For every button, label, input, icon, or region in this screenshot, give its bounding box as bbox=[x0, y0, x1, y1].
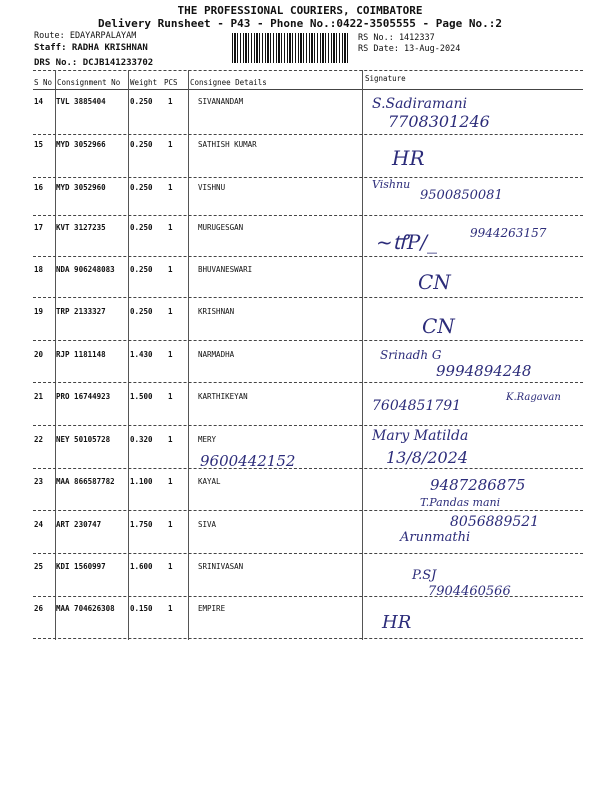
row-14-pcs: 1 bbox=[168, 97, 173, 106]
col-header-sno: S No bbox=[34, 78, 53, 87]
row-24-sno: 24 bbox=[34, 520, 44, 529]
row-22-pcs: 1 bbox=[168, 435, 173, 444]
row-24-pcs: 1 bbox=[168, 520, 173, 529]
signature-24-phone: 8056889521 bbox=[450, 514, 540, 530]
row-21-consignment: PRO 16744923 bbox=[56, 392, 111, 401]
row-25-consignee: SRINIVASAN bbox=[198, 562, 244, 571]
row-17-consignee: MURUGESGAN bbox=[198, 223, 244, 232]
row-21-weight: 1.500 bbox=[130, 392, 153, 401]
row-20-sno: 20 bbox=[34, 350, 44, 359]
signature-24-name: Arunmathi bbox=[400, 530, 471, 545]
col-header-pcs: PCS bbox=[164, 78, 178, 87]
row-20-separator bbox=[33, 382, 583, 383]
row-17-pcs: 1 bbox=[168, 223, 173, 232]
signature-22-date: 13/8/2024 bbox=[386, 448, 469, 467]
row-26-consignee: EMPIRE bbox=[198, 604, 226, 613]
row-19-consignment: TRP 2133327 bbox=[56, 307, 106, 316]
col-divider-2 bbox=[128, 70, 129, 640]
row-16-pcs: 1 bbox=[168, 183, 173, 192]
row-21-separator bbox=[33, 425, 583, 426]
row-24-separator bbox=[33, 553, 583, 554]
row-14-weight: 0.250 bbox=[130, 97, 153, 106]
row-22-sno: 22 bbox=[34, 435, 44, 444]
row-23-weight: 1.100 bbox=[130, 477, 153, 486]
row-17-separator bbox=[33, 256, 583, 257]
page-subtitle: Delivery Runsheet - P43 - Phone No.:0422-3505555 - Page No.:2 bbox=[98, 17, 502, 30]
signature-26: HR bbox=[382, 612, 412, 633]
row-15-sno: 15 bbox=[34, 140, 44, 149]
signature-22-name: Mary Matilda bbox=[372, 428, 469, 444]
row-17-sno: 17 bbox=[34, 223, 44, 232]
signature-17-scribble: ~ꝷP/_ bbox=[376, 230, 438, 254]
signature-25-phone: 7904460566 bbox=[428, 584, 511, 599]
rs-number: RS No.: 1412337 bbox=[358, 33, 435, 43]
signature-15: HR bbox=[392, 146, 425, 170]
signature-21-phone: 7604851791 bbox=[372, 398, 462, 414]
signature-23-name: T.Pandas mani bbox=[420, 496, 501, 509]
row-25-weight: 1.600 bbox=[130, 562, 153, 571]
row-18-sno: 18 bbox=[34, 265, 44, 274]
signature-21-name: K.Ragavan bbox=[506, 392, 561, 403]
row-24-consignment: ART 230747 bbox=[56, 520, 102, 529]
row-26-pcs: 1 bbox=[168, 604, 173, 613]
row-23-sno: 23 bbox=[34, 477, 44, 486]
row-22-consignee: MERY bbox=[198, 435, 217, 444]
row-26-separator bbox=[33, 638, 583, 639]
row-26-sno: 26 bbox=[34, 604, 44, 613]
row-22-weight: 0.320 bbox=[130, 435, 153, 444]
col-divider-3 bbox=[188, 70, 189, 640]
signature-19: CN bbox=[422, 314, 455, 338]
signature-16-name: Vishnu bbox=[372, 178, 411, 191]
page-title: THE PROFESSIONAL COURIERS, COIMBATORE bbox=[177, 4, 423, 17]
row-25-consignment: KDI 1560997 bbox=[56, 562, 106, 571]
signature-14-phone: 7708301246 bbox=[388, 112, 490, 131]
row-14-consignment: TVL 3885404 bbox=[56, 97, 106, 106]
row-15-separator bbox=[33, 177, 583, 178]
row-20-pcs: 1 bbox=[168, 350, 173, 359]
row-16-weight: 0.250 bbox=[130, 183, 153, 192]
row-15-pcs: 1 bbox=[168, 140, 173, 149]
row-21-pcs: 1 bbox=[168, 392, 173, 401]
row-14-sno: 14 bbox=[34, 97, 44, 106]
signature-23-phone: 9487286875 bbox=[430, 476, 526, 494]
row-26-consignment: MAA 704626308 bbox=[56, 604, 115, 613]
signature-17-phone: 9944263157 bbox=[470, 226, 547, 240]
row-15-weight: 0.250 bbox=[130, 140, 153, 149]
table-header-rule bbox=[33, 89, 583, 90]
row-23-consignee: KAYAL bbox=[198, 477, 221, 486]
row-24-consignee: SIVA bbox=[198, 520, 217, 529]
row-20-consignee: NARMADHA bbox=[198, 350, 235, 359]
row-19-sno: 19 bbox=[34, 307, 44, 316]
row-16-consignee: VISHNU bbox=[198, 183, 226, 192]
col-divider-4 bbox=[362, 70, 363, 640]
col-header-consignee: Consignee Details bbox=[190, 78, 267, 87]
row-22-consignment: NEY 50105728 bbox=[56, 435, 111, 444]
row-20-consignment: RJP 1181148 bbox=[56, 350, 106, 359]
row-23-pcs: 1 bbox=[168, 477, 173, 486]
row-18-weight: 0.250 bbox=[130, 265, 153, 274]
signature-20-name: Srinadh G bbox=[380, 348, 442, 362]
row-21-sno: 21 bbox=[34, 392, 44, 401]
row-19-pcs: 1 bbox=[168, 307, 173, 316]
signature-18: CN bbox=[418, 270, 451, 294]
row-21-consignee: KARTHIKEYAN bbox=[198, 392, 248, 401]
signature-25-name: P.SJ bbox=[412, 568, 437, 583]
row-23-separator bbox=[33, 510, 583, 511]
row-14-separator bbox=[33, 134, 583, 135]
row-16-separator bbox=[33, 215, 583, 216]
row-16-sno: 16 bbox=[34, 183, 44, 192]
row-17-consignment: KVT 3127235 bbox=[56, 223, 106, 232]
rs-date: RS Date: 13-Aug-2024 bbox=[358, 44, 461, 54]
col-header-signature: Signature bbox=[365, 74, 406, 83]
row-20-weight: 1.430 bbox=[130, 350, 153, 359]
row-19-consignee: KRISHNAN bbox=[198, 307, 235, 316]
row-18-consignee: BHUVANESWARI bbox=[198, 265, 253, 274]
row-25-pcs: 1 bbox=[168, 562, 173, 571]
signature-20-phone: 9994894248 bbox=[436, 362, 532, 380]
row-18-pcs: 1 bbox=[168, 265, 173, 274]
row-15-consignment: MYD 3052966 bbox=[56, 140, 106, 149]
row-17-weight: 0.250 bbox=[130, 223, 153, 232]
route-label: Route: EDAYARPALAYAM bbox=[34, 31, 137, 41]
row-15-consignee: SATHISH KUMAR bbox=[198, 140, 257, 149]
table-top-rule bbox=[33, 70, 583, 71]
row-18-separator bbox=[33, 297, 583, 298]
row-23-consignment: MAA 866587782 bbox=[56, 477, 115, 486]
row-22-separator bbox=[33, 468, 583, 469]
barcode-image bbox=[232, 33, 350, 63]
row-19-weight: 0.250 bbox=[130, 307, 153, 316]
row-14-consignee: SIVANANDAM bbox=[198, 97, 244, 106]
note-22-phone: 9600442152 bbox=[200, 452, 296, 470]
signature-16-phone: 9500850081 bbox=[420, 188, 503, 203]
col-header-consignment: Consignment No bbox=[57, 78, 121, 87]
col-header-weight: Weight bbox=[130, 78, 158, 87]
staff-label: Staff: RADHA KRISHNAN bbox=[34, 43, 148, 53]
row-26-weight: 0.150 bbox=[130, 604, 153, 613]
row-25-sno: 25 bbox=[34, 562, 44, 571]
drs-number: DRS No.: DCJB141233702 bbox=[34, 58, 154, 68]
row-18-consignment: NDA 906248083 bbox=[56, 265, 115, 274]
row-19-separator bbox=[33, 340, 583, 341]
signature-14-name: S.Sadiramani bbox=[372, 96, 468, 112]
row-16-consignment: MYD 3052960 bbox=[56, 183, 106, 192]
row-24-weight: 1.750 bbox=[130, 520, 153, 529]
